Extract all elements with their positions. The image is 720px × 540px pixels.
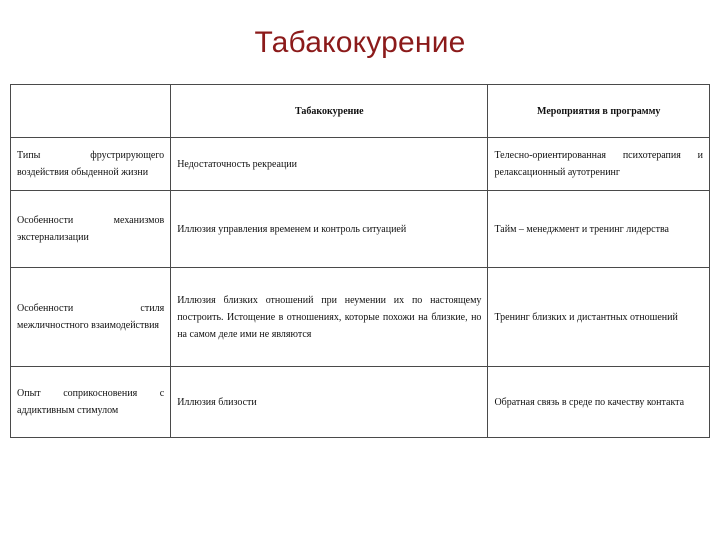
row-smoking-cell: Иллюзия близких отношений при неумении их по настоящему построить. Истощение в отношениях, которые похожи на близкие, но на самом деле ими не являются [171,268,488,367]
table-row [11,138,710,191]
table-row [11,367,710,438]
row-measures-cell: Обратная связь в среде по качеству контакта [488,367,710,438]
row-factor-cell: Опыт соприкосновения с аддиктивным стимулом [11,367,171,438]
row-factor-cell: Типы фрустрирующего воздействия обыденной жизни [11,138,171,191]
program-table [10,84,710,438]
row-measures-cell: Телесно-ориентированная психотерапия и релаксационный аутотренинг [488,138,710,191]
row-smoking-cell: Иллюзия управления временем и контроль ситуацией [171,191,488,268]
table-header-row [11,85,710,138]
table-row [11,268,710,367]
header-measures: Мероприятия в программу [488,85,710,138]
row-smoking-cell: Недостаточность рекреации [171,138,488,191]
row-factor-cell: Особенности стиля межличностного взаимодействия [11,268,171,367]
row-smoking-cell: Иллюзия близости [171,367,488,438]
row-factor-cell: Особенности механизмов экстернализации [11,191,171,268]
row-measures-cell: Тренинг близких и дистантных отношений [488,268,710,367]
header-empty-cell [11,85,171,138]
slide-title: Табакокурение [254,26,466,59]
table-row [11,191,710,268]
header-smoking: Табакокурение [171,85,488,138]
row-measures-cell: Тайм – менеджмент и тренинг лидерства [488,191,710,268]
